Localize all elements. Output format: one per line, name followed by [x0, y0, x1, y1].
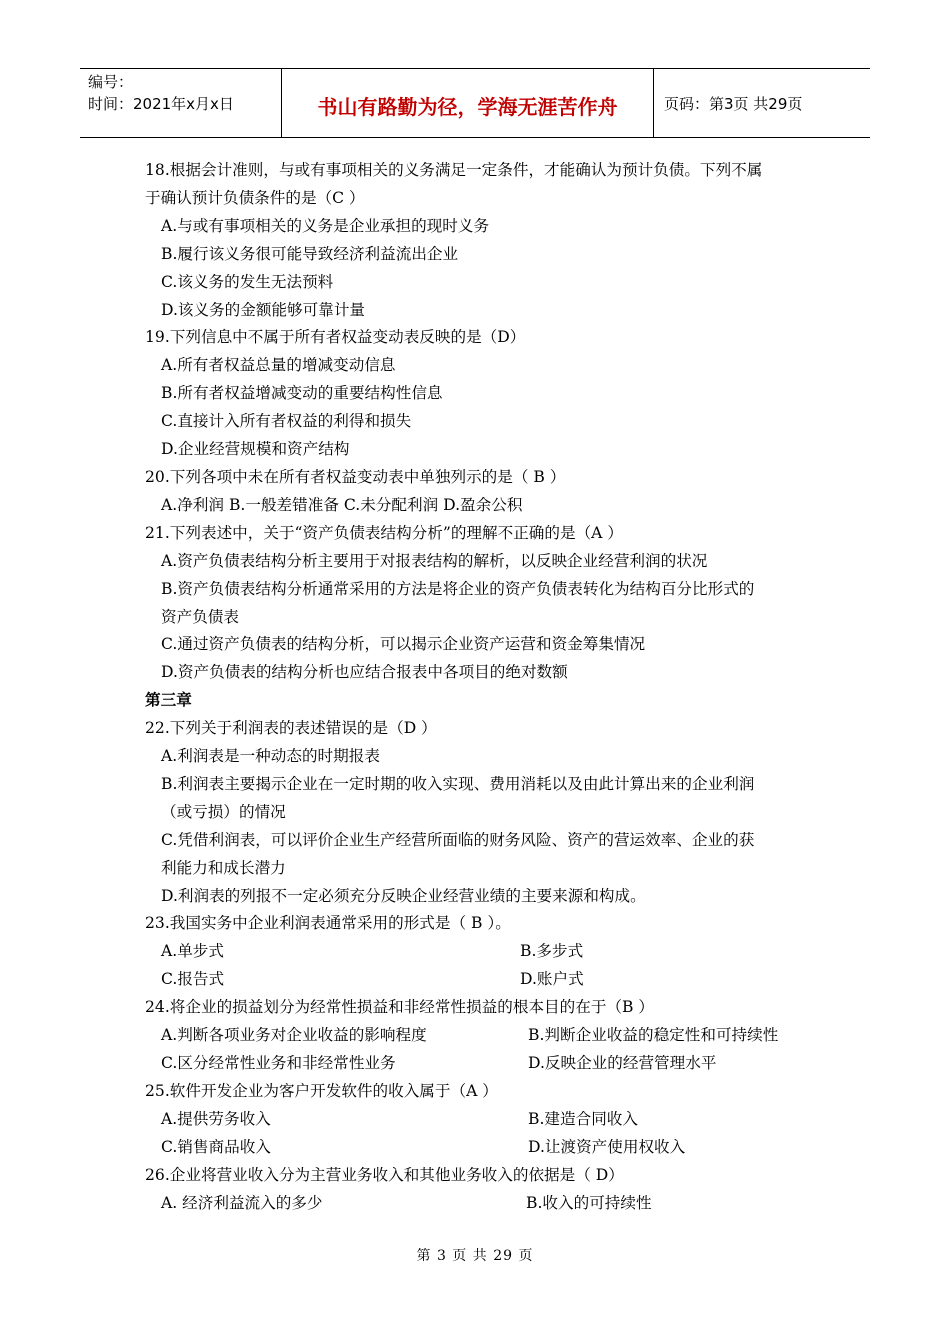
question-18-cont: 于确认预计负债条件的是（C ）	[145, 188, 365, 207]
date-label: 时间：2021年x月x日	[88, 95, 234, 113]
option-19-d: D.企业经营规模和资产结构	[161, 440, 350, 459]
option-25-a: A.提供劳务收入	[161, 1109, 271, 1128]
question-24: 24.将企业的损益划分为经常性损益和非经常性损益的根本目的在于（B ）	[145, 998, 655, 1017]
question-26: 26.企业将营业收入分为主营业务收入和其他业务收入的依据是（ D）	[145, 1165, 624, 1184]
option-21-a: A.资产负债表结构分析主要用于对报表结构的解析，以反映企业经营利润的状况	[161, 551, 708, 570]
option-18-c: C.该义务的发生无法预料	[161, 272, 334, 291]
options-20: A.净利润 B.一般差错准备 C.未分配利润 D.盈余公积	[161, 495, 523, 514]
question-22: 22.下列关于利润表的表述错误的是（D ）	[145, 719, 437, 738]
option-18-d: D.该义务的金额能够可靠计量	[161, 300, 366, 319]
option-23-c: C.报告式	[161, 970, 225, 989]
option-23-b: B.多步式	[520, 942, 584, 961]
header-page-info: 页码：第3页 共29页	[664, 94, 803, 113]
option-26-b: B.收入的可持续性	[526, 1193, 652, 1212]
question-19: 19.下列信息中不属于所有者权益变动表反映的是（D）	[145, 328, 526, 347]
options-26-row-1	[145, 1190, 810, 1218]
option-19-b: B.所有者权益增减变动的重要结构性信息	[161, 384, 443, 403]
option-23-d: D.账户式	[520, 970, 584, 989]
option-21-b-cont: 资产负债表	[161, 607, 239, 626]
option-18-b: B.履行该义务很可能导致经济利益流出企业	[161, 244, 459, 263]
question-18: 18.根据会计准则，与或有事项相关的义务满足一定条件，才能确认为预计负债。下列不属	[145, 161, 763, 179]
page-header	[80, 68, 870, 138]
question-21: 21.下列表述中，关于“资产负债表结构分析”的理解不正确的是（A ）	[145, 523, 623, 542]
option-21-b: B.资产负债表结构分析通常采用的方法是将企业的资产负债表转化为结构百分比形式的	[161, 579, 755, 598]
number-label: 编号：	[88, 73, 134, 91]
question-20: 20.下列各项中未在所有者权益变动表中单独列示的是（ B ）	[145, 467, 566, 486]
option-21-d: D.资产负债表的结构分析也应结合报表中各项目的绝对数额	[161, 663, 568, 682]
chapter-heading: 第三章	[145, 691, 192, 710]
question-23: 23.我国实务中企业利润表通常采用的形式是（ B ）。	[145, 914, 511, 933]
options-24-row-2	[145, 1050, 810, 1078]
option-24-b: B.判断企业收益的稳定性和可持续性	[528, 1026, 779, 1045]
option-22-b-cont: （或亏损）的情况	[161, 802, 286, 821]
option-22-b: B.利润表主要揭示企业在一定时期的收入实现、费用消耗以及由此计算出来的企业利润	[161, 774, 755, 793]
header-meta	[80, 69, 282, 137]
option-25-b: B.建造合同收入	[528, 1109, 638, 1128]
option-18-a: A.与或有事项相关的义务是企业承担的现时义务	[161, 216, 490, 235]
option-24-a: A.判断各项业务对企业收益的影响程度	[161, 1026, 427, 1045]
question-25: 25.软件开发企业为客户开发软件的收入属于（A ）	[145, 1081, 498, 1100]
options-25-row-1	[145, 1106, 810, 1134]
options-23-row-2	[145, 966, 810, 994]
option-22-a: A.利润表是一种动态的时期报表	[161, 747, 380, 766]
option-23-a: A.单步式	[161, 942, 224, 961]
options-24-row-1	[145, 1022, 810, 1050]
option-19-c: C.直接计入所有者权益的利得和损失	[161, 412, 412, 431]
option-25-d: D.让渡资产使用权收入	[528, 1137, 686, 1156]
option-24-d: D.反映企业的经营管理水平	[528, 1054, 717, 1072]
option-21-c: C.通过资产负债表的结构分析，可以揭示企业资产运营和资金筹集情况	[161, 635, 646, 654]
option-24-c: C.区分经常性业务和非经常性业务	[161, 1054, 396, 1072]
options-25-row-2	[145, 1134, 810, 1162]
page-footer: 第 3 页 共 29 页	[416, 1248, 534, 1264]
option-22-c: C.凭借利润表，可以评价企业生产经营所面临的财务风险、资产的营运效率、企业的获	[161, 830, 755, 849]
option-26-a: A. 经济利益流入的多少	[161, 1193, 323, 1212]
option-22-c-cont: 利能力和成长潜力	[161, 858, 286, 877]
option-22-d: D.利润表的列报不一定必须充分反映企业经营业绩的主要来源和构成。	[161, 886, 646, 905]
option-25-c: C.销售商品收入	[161, 1137, 271, 1156]
header-motto: 书山有路勤为径，学海无涯苦作舟	[282, 69, 654, 137]
document-body	[145, 157, 810, 1217]
option-19-a: A.所有者权益总量的增减变动信息	[161, 356, 396, 375]
options-23-row-1	[145, 938, 810, 966]
